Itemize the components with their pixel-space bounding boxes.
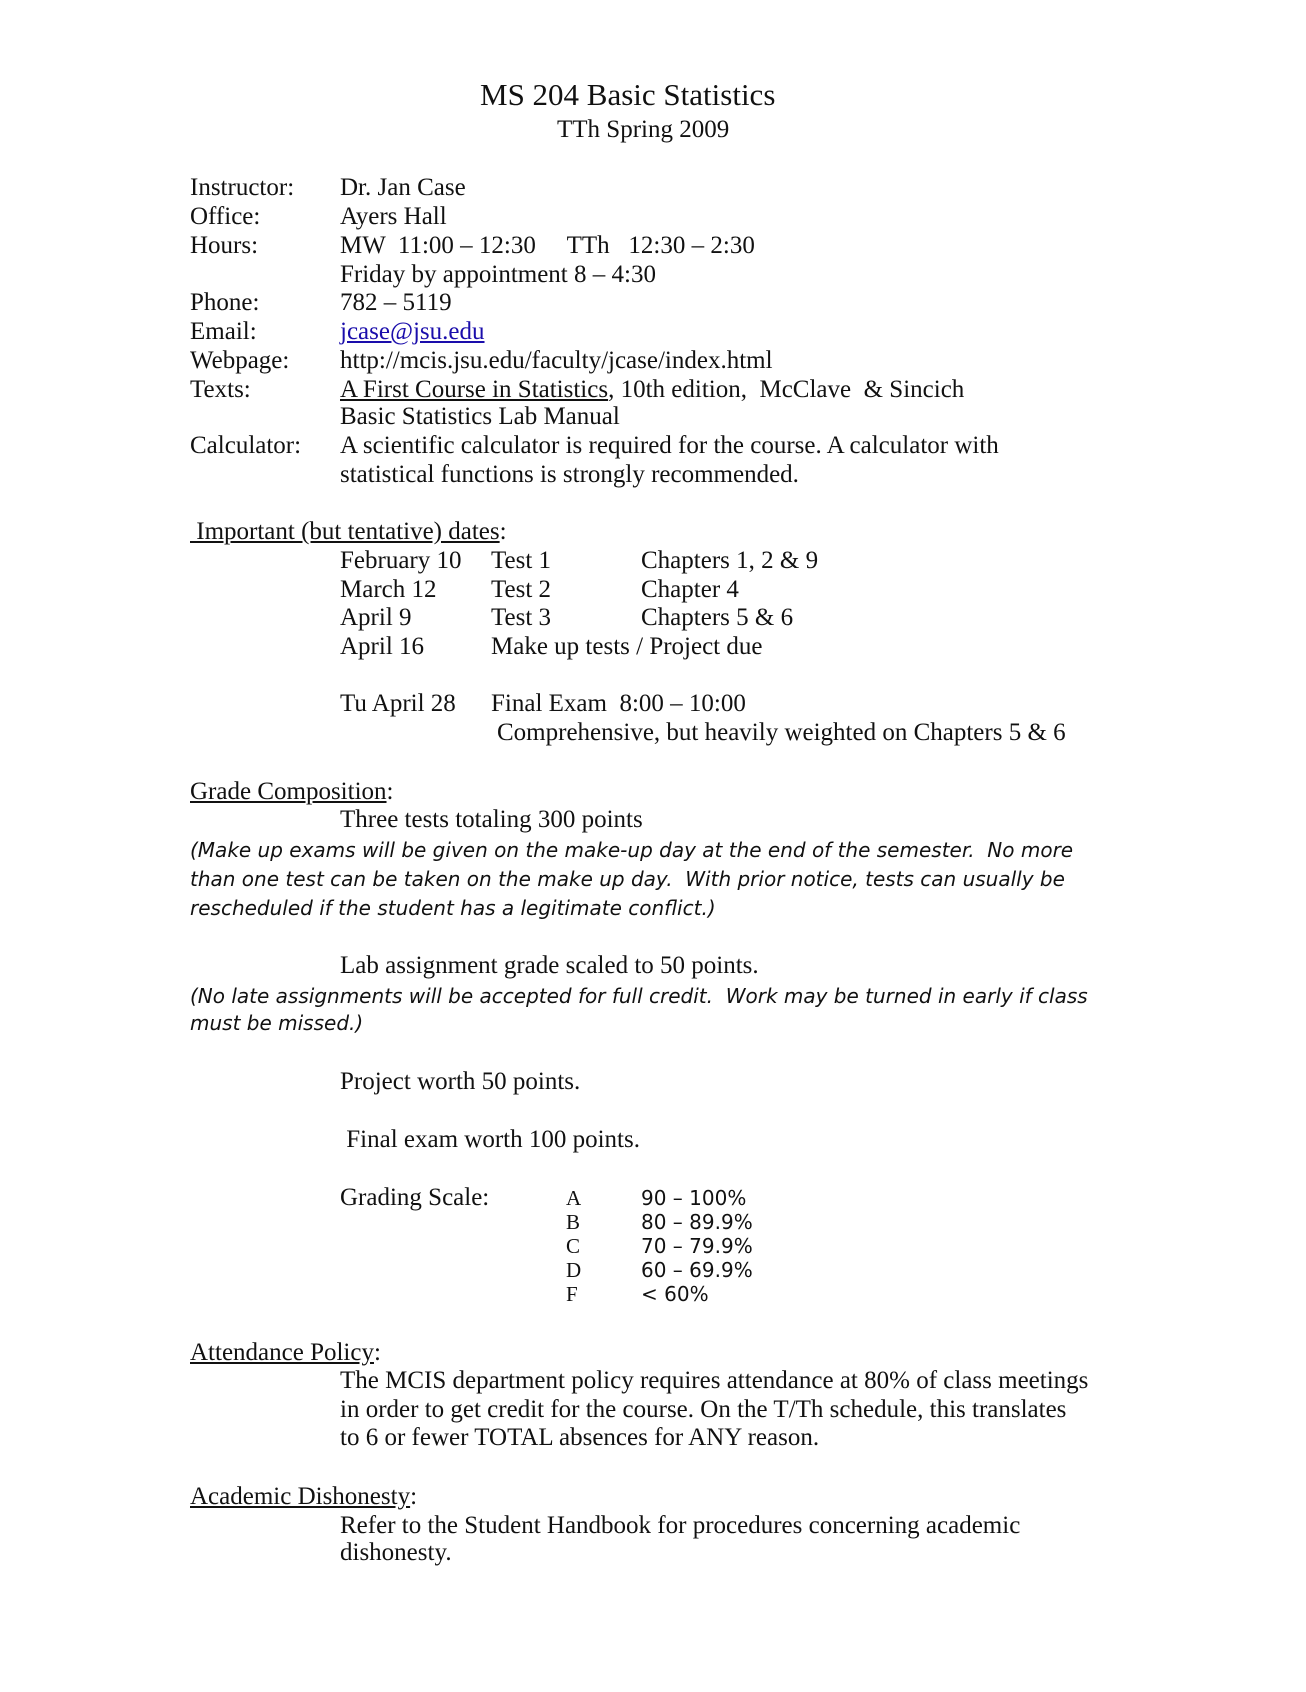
date-row-2-detail: Chapter 4 bbox=[641, 576, 739, 603]
grade-range-d: 60 – 69.9% bbox=[641, 1258, 753, 1282]
office-value: Ayers Hall bbox=[340, 203, 447, 230]
grade-range-a: 90 – 100% bbox=[641, 1186, 747, 1210]
attendance-line3: to 6 or fewer TOTAL absences for ANY reason. bbox=[340, 1424, 820, 1451]
hours-value-line2: Friday by appointment 8 – 4:30 bbox=[340, 261, 656, 288]
grade-range-c: 70 – 79.9% bbox=[641, 1234, 753, 1258]
email-link[interactable]: jcase@jsu.edu bbox=[340, 318, 485, 345]
date-row-4-date: April 16 bbox=[340, 633, 425, 660]
date-row-2-event: Test 2 bbox=[491, 576, 552, 603]
webpage-label: Webpage: bbox=[190, 347, 290, 374]
date-row-3-detail: Chapters 5 & 6 bbox=[641, 604, 794, 631]
grade-letter-a: A bbox=[566, 1186, 582, 1210]
phone-label: Phone: bbox=[190, 289, 260, 316]
date-row-3-event: Test 3 bbox=[491, 604, 552, 631]
grade-letter-f: F bbox=[566, 1282, 578, 1306]
date-row-1-detail: Chapters 1, 2 & 9 bbox=[641, 547, 819, 574]
tests-note-line2: than one test can be taken on the make up day. With prior notice, tests can usually be bbox=[190, 867, 1065, 891]
lab-line: Lab assignment grade scaled to 50 points. bbox=[340, 952, 759, 979]
grade-letter-d: D bbox=[566, 1258, 582, 1282]
dates-heading: Important (but tentative) dates: bbox=[190, 518, 507, 545]
lab-manual: Basic Statistics Lab Manual bbox=[340, 403, 620, 430]
final-note: Comprehensive, but heavily weighted on Chapters 5 & 6 bbox=[497, 719, 1066, 746]
grade-range-f: < 60% bbox=[641, 1282, 709, 1306]
date-row-1-date: February 10 bbox=[340, 547, 462, 574]
calculator-line1: A scientific calculator is required for the course. A calculator with bbox=[340, 432, 999, 459]
tests-note-line3: rescheduled if the student has a legitimate conflict.) bbox=[190, 896, 716, 920]
grade-heading: Grade Composition: bbox=[190, 778, 394, 805]
dishonesty-heading: Academic Dishonesty: bbox=[190, 1483, 418, 1510]
final-exam-line: Final exam worth 100 points. bbox=[340, 1126, 640, 1153]
grade-letter-b: B bbox=[566, 1210, 581, 1234]
lab-note-line2: must be missed.) bbox=[190, 1011, 364, 1035]
calculator-line2: statistical functions is strongly recommended. bbox=[340, 461, 799, 488]
instructor-label: Instructor: bbox=[190, 174, 295, 201]
textbook-details: , 10th edition, McClave & Sincich bbox=[608, 376, 965, 403]
date-row-1-event: Test 1 bbox=[491, 547, 552, 574]
textbook-line bbox=[340, 375, 964, 405]
grade-letter-c: C bbox=[566, 1234, 581, 1258]
webpage-value: http://mcis.jsu.edu/faculty/jcase/index.html bbox=[340, 347, 773, 374]
page-title: MS 204 Basic Statistics bbox=[480, 77, 776, 112]
email-label: Email: bbox=[190, 318, 257, 345]
hours-label: Hours: bbox=[190, 232, 259, 259]
attendance-heading: Attendance Policy: bbox=[190, 1339, 381, 1366]
textbook-title: A First Course in Statistics bbox=[340, 376, 609, 403]
final-event: Final Exam 8:00 – 10:00 bbox=[491, 690, 746, 717]
office-label: Office: bbox=[190, 203, 261, 230]
tests-note-line1: (Make up exams will be given on the make-up day at the end of the semester. No more bbox=[190, 838, 1074, 862]
project-line: Project worth 50 points. bbox=[340, 1068, 581, 1095]
dishonesty-line2: dishonesty. bbox=[340, 1539, 452, 1566]
texts-label: Texts: bbox=[190, 376, 251, 403]
date-row-2-date: March 12 bbox=[340, 576, 437, 603]
tests-line: Three tests totaling 300 points bbox=[340, 806, 643, 833]
date-row-4-event: Make up tests / Project due bbox=[491, 633, 763, 660]
date-row-3-date: April 9 bbox=[340, 604, 412, 631]
grade-range-b: 80 – 89.9% bbox=[641, 1210, 753, 1234]
instructor-value: Dr. Jan Case bbox=[340, 174, 466, 201]
phone-value: 782 – 5119 bbox=[340, 289, 452, 316]
hours-value-line1: MW 11:00 – 12:30 TTh 12:30 – 2:30 bbox=[340, 232, 755, 259]
attendance-line2: in order to get credit for the course. On the T/Th schedule, this translates bbox=[340, 1396, 1067, 1423]
dishonesty-line1: Refer to the Student Handbook for procedures concerning academic bbox=[340, 1512, 1021, 1539]
lab-note-line1: (No late assignments will be accepted for full credit. Work may be turned in early if class bbox=[190, 984, 1088, 1008]
attendance-line1: The MCIS department policy requires attendance at 80% of class meetings bbox=[340, 1367, 1089, 1394]
final-date: Tu April 28 bbox=[340, 690, 456, 717]
calculator-label: Calculator: bbox=[190, 432, 302, 459]
grading-scale-label: Grading Scale: bbox=[340, 1184, 490, 1211]
page-subtitle: TTh Spring 2009 bbox=[557, 116, 730, 143]
